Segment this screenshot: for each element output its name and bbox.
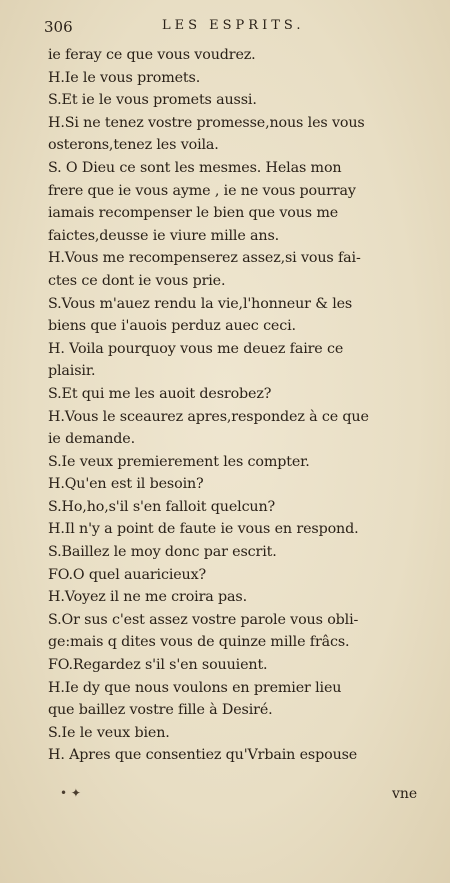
text-line: FO.O quel auaricieux? [48, 566, 207, 583]
text-line: S.Et qui me les auoit desrobez? [48, 385, 272, 402]
body-text [48, 44, 434, 767]
text-line: S.Or sus c'est assez vostre parole vous obli- [48, 611, 359, 628]
running-title: LES ESPRITS. [162, 18, 305, 33]
page-number: 306 [44, 18, 73, 36]
text-line: H.Vous me recompenserez assez,si vous fai- [48, 250, 361, 267]
printer-ornament: • ✦ [60, 786, 81, 800]
text-line: H. Voila pourquoy vous me deuez faire ce [48, 340, 344, 357]
text-line: FO.Regardez s'il s'en souuient. [48, 657, 268, 674]
text-line: ctes ce dont ie vous prie. [48, 272, 226, 289]
text-line: H.Il n'y a point de faute ie vous en respond. [48, 521, 359, 538]
text-line: S.Baillez le moy donc par escrit. [48, 544, 277, 561]
text-line: frere que ie vous ayme , ie ne vous pourray [48, 182, 356, 199]
text-line: S.Ie le veux bien. [48, 724, 170, 741]
text-line: faictes,deusse ie viure mille ans. [48, 227, 280, 244]
text-line: H.Voyez il ne me croira pas. [48, 589, 247, 606]
text-line: S.Vous m'auez rendu la vie,l'honneur & les [48, 295, 353, 312]
text-line: H.Si ne tenez vostre promesse,nous les vous [48, 114, 365, 131]
text-line: ge:mais q dites vous de quinze mille frâcs. [48, 634, 350, 651]
text-line: ie demande. [48, 431, 135, 448]
text-line: S.Ie veux premierement les compter. [48, 453, 310, 470]
text-line: S. O Dieu ce sont les mesmes. Helas mon [48, 159, 342, 176]
text-line: osterons,tenez les voila. [48, 137, 219, 154]
text-line: H.Ie dy que nous voulons en premier lieu [48, 679, 342, 696]
text-line: H. Apres que consentiez qu'Vrbain espouse [48, 747, 358, 764]
text-line: biens que i'auois perduz auec ceci. [48, 318, 296, 335]
page-header [44, 18, 414, 40]
text-line: H.Vous le sceaurez apres,respondez à ce que [48, 408, 369, 425]
text-line: que baillez vostre fille à Desiré. [48, 702, 273, 719]
text-line: plaisir. [48, 363, 96, 380]
catchword: vne [392, 786, 418, 802]
text-line: H.Ie le vous promets. [48, 69, 201, 86]
text-line: ie feray ce que vous voudrez. [48, 47, 256, 63]
text-line: S.Et ie le vous promets aussi. [48, 92, 257, 109]
text-line: H.Qu'en est il besoin? [48, 476, 204, 493]
text-line: S.Ho,ho,s'il s'en falloit quelcun? [48, 498, 276, 515]
text-line: iamais recompenser le bien que vous me [48, 205, 339, 222]
